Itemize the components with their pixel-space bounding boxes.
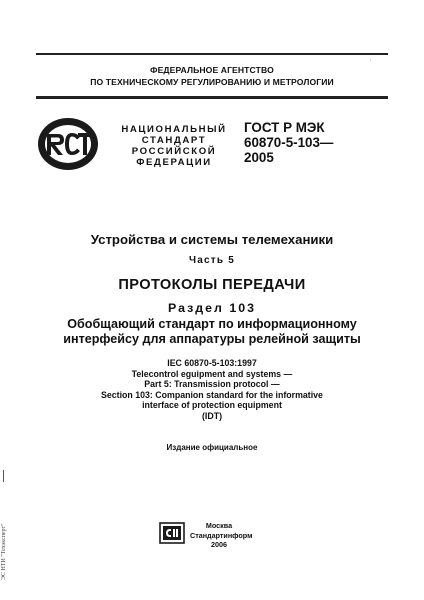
iec-line-6: (IDT) <box>201 410 223 421</box>
publisher-info <box>190 521 253 550</box>
section-title-line-1: Обобщающий стандарт по информационному <box>67 317 357 331</box>
corner-mark: ' <box>370 60 372 66</box>
agency-header <box>36 64 388 88</box>
margin-watermark: ЭС НТИ "Техэксперт" <box>1 523 7 580</box>
standard-type-line-3: РОССИЙСКОЙ <box>131 146 217 157</box>
section-label: Раздел 103 <box>167 301 257 315</box>
national-standard-label <box>118 124 230 168</box>
iec-line-4: Section 103: Companion standard for the informative <box>101 389 323 400</box>
iec-reference <box>0 358 424 422</box>
margin-mark <box>3 470 4 482</box>
standard-type-line-4: ФЕДЕРАЦИИ <box>136 157 212 168</box>
designation-line-3: 2005 <box>244 150 274 165</box>
publisher-name: Стандартинформ <box>190 530 253 540</box>
agency-line-2: ПО ТЕХНИЧЕСКОМУ РЕГУЛИРОВАНИЮ И МЕТРОЛОГИИ <box>90 77 334 87</box>
standard-designation <box>244 120 333 165</box>
standard-type-line-1: НАЦИОНАЛЬНЫЙ <box>121 124 227 135</box>
section-title <box>0 317 424 347</box>
iec-line-3: Part 5: Transmission protocol — <box>144 379 280 390</box>
official-edition-label: Издание официальное <box>166 443 258 452</box>
part-label: Часть 5 <box>189 255 235 266</box>
iec-line-5: interface of protection equipment <box>142 400 282 411</box>
document-title: Устройства и системы телемеханики <box>90 232 334 247</box>
part-title: ПРОТОКОЛЫ ПЕРЕДАЧИ <box>118 277 306 293</box>
header-rule <box>36 96 388 99</box>
standard-type-line-2: СТАНДАРТ <box>141 135 207 146</box>
designation-line-1: ГОСТ Р МЭК <box>244 120 325 135</box>
agency-line-1: ФЕДЕРАЛЬНОЕ АГЕНТСТВО <box>150 65 274 75</box>
iec-line-2: Telecontrol eguipment and systems — <box>131 368 293 379</box>
standartinform-logo-icon <box>159 522 185 549</box>
publication-year: 2006 <box>211 540 227 549</box>
iec-line-1: IEC 60870-5-103:1997 <box>167 358 257 368</box>
top-rule <box>36 53 388 55</box>
rst-gost-mark-icon <box>36 116 100 177</box>
publisher-city: Москва <box>205 521 233 530</box>
section-title-line-2: интерфейсу для аппаратуры релейной защиты <box>63 332 361 346</box>
designation-line-2: 60870-5-103— <box>244 135 334 150</box>
